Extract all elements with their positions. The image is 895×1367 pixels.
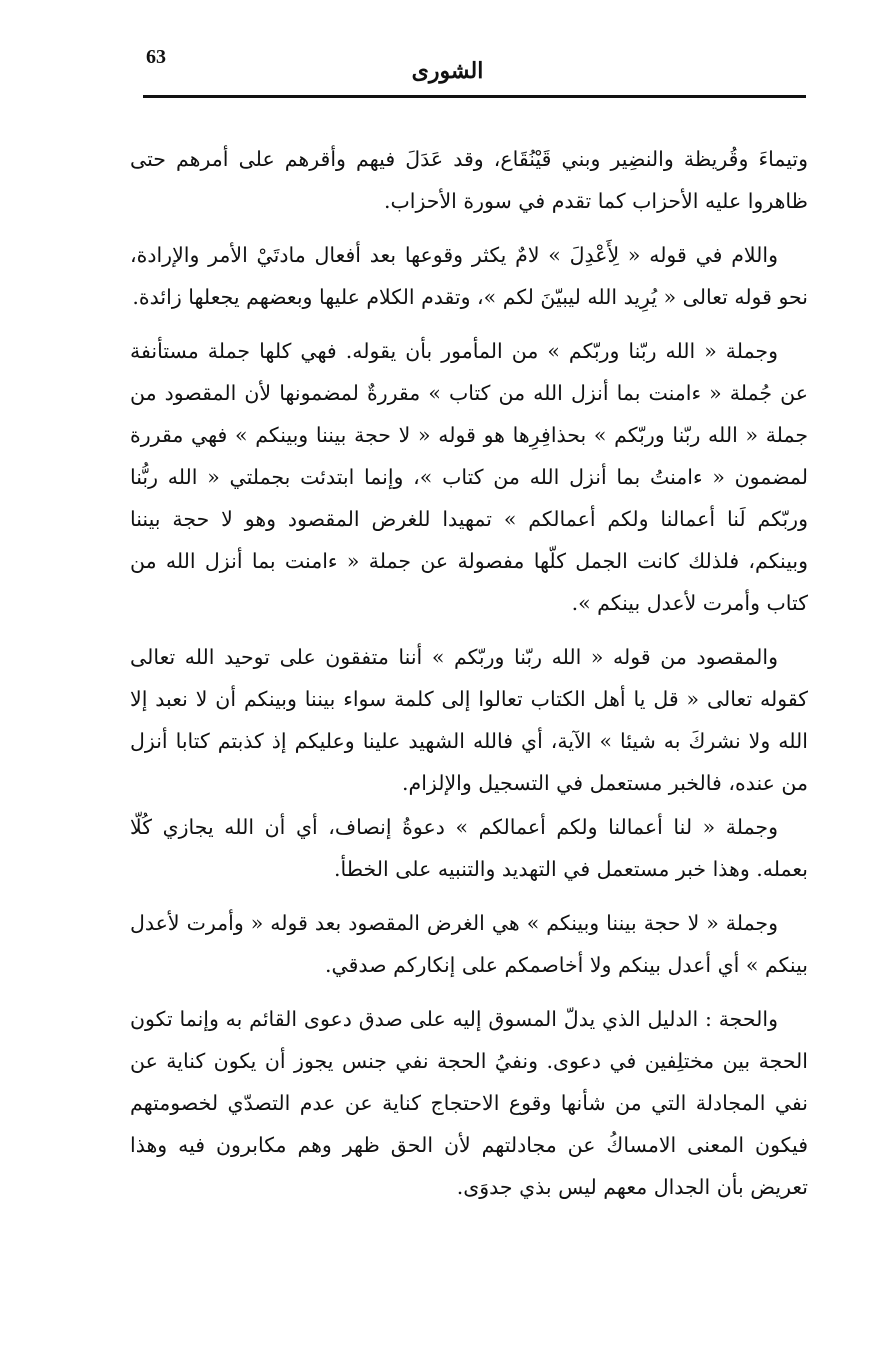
body-text <box>130 138 808 1220</box>
paragraph: والحجة : الدليل الذي يدلّ المسوق إليه على صدق دعوى القائم به وإنما تكون الحجة بين مختلِفين في دعوى. ونفيُ الحجة نفي جنس يجوز أن يكون كناية عن نفي المجادلة التي من شأنها وقوع الاحتجاج كناية عن عدم التصدّي لخصومتهم فيكون المعنى الامساكُ عن مجادلتهم لأن الحق ظهر وهم مكابرون فيه وهذا تعريض بأن الجدال معهم ليس بذي جدوَى. <box>130 1007 808 1199</box>
page-header-title: الشورى <box>411 58 484 84</box>
paragraph: وجملة « لا حجة بيننا وبينكم » هي الغرض المقصود بعد قوله « وأمرت لأعدل بينكم » أي أعدل بينكم ولا أخاصمكم على إنكاركم صدقي. <box>130 911 808 977</box>
paragraph: واللام في قوله « لِأَعْدِلَ » لامٌ يكثر وقوعها بعد أفعال مادتَيْ الأمر والإرادة، نحو قوله تعالى « يُرِيد الله ليبيّنَ لكم »، وتقدم الكلام عليها وبعضهم يجعلها زائدة. <box>130 243 808 309</box>
page-number: 63 <box>146 46 166 68</box>
header-divider <box>143 95 806 98</box>
paragraph: وتيماءَ وقُريظة والنضِير وبني قَيْنُقَاع، وقد عَدَلَ فيهم وأقرهم على أمرهم حتى ظاهروا عليه الأحزاب كما تقدم في سورة الأحزاب. <box>130 147 808 213</box>
paragraph: والمقصود من قوله « الله ربّنا وربّكم » أننا متفقون على توحيد الله تعالى كقوله تعالى « قل يا أهل الكتاب تعالوا إلى كلمة سواء بيننا وبينكم أن لا نعبد إلا الله ولا نشركَ به شيئا » الآية، أي فالله الشهيد علينا وعليكم إذ كذبتم كتابا أنزل من عنده، فالخبر مستعمل في التسجيل والإلزام. <box>130 645 808 795</box>
paragraph: وجملة « الله ربّنا وربّكم » من المأمور بأن يقوله. فهي كلها جملة مستأنفة عن جُملة « ءامنت بما أنزل الله من كتاب » مقررةٌ لمضمونها لأن المقصود من جملة « الله ربّنا وربّكم » بحذافِرِها هو قوله « لا حجة بيننا وبينكم » فهي مقررة لمضمون « ءامنتُ بما أنزل الله من كتاب »، وإنما ابتدئت بجملتي « الله ربُّنا وربّكم لَنا أعمالنا ولكم أعمالكم » تمهيدا للغرض المقصود وهو لا حجة بيننا وبينكم، فلذلك كانت الجمل كلّها مفصولة عن جملة « ءامنت بما أنزل الله من كتاب وأمرت لأعدل بينكم ». <box>130 339 808 615</box>
paragraph: وجملة « لنا أعمالنا ولكم أعمالكم » دعوةُ إنصاف، أي أن الله يجازي كُلّا بعمله. وهذا خبر مستعمل في التهديد والتنبيه على الخطأ. <box>130 815 808 881</box>
